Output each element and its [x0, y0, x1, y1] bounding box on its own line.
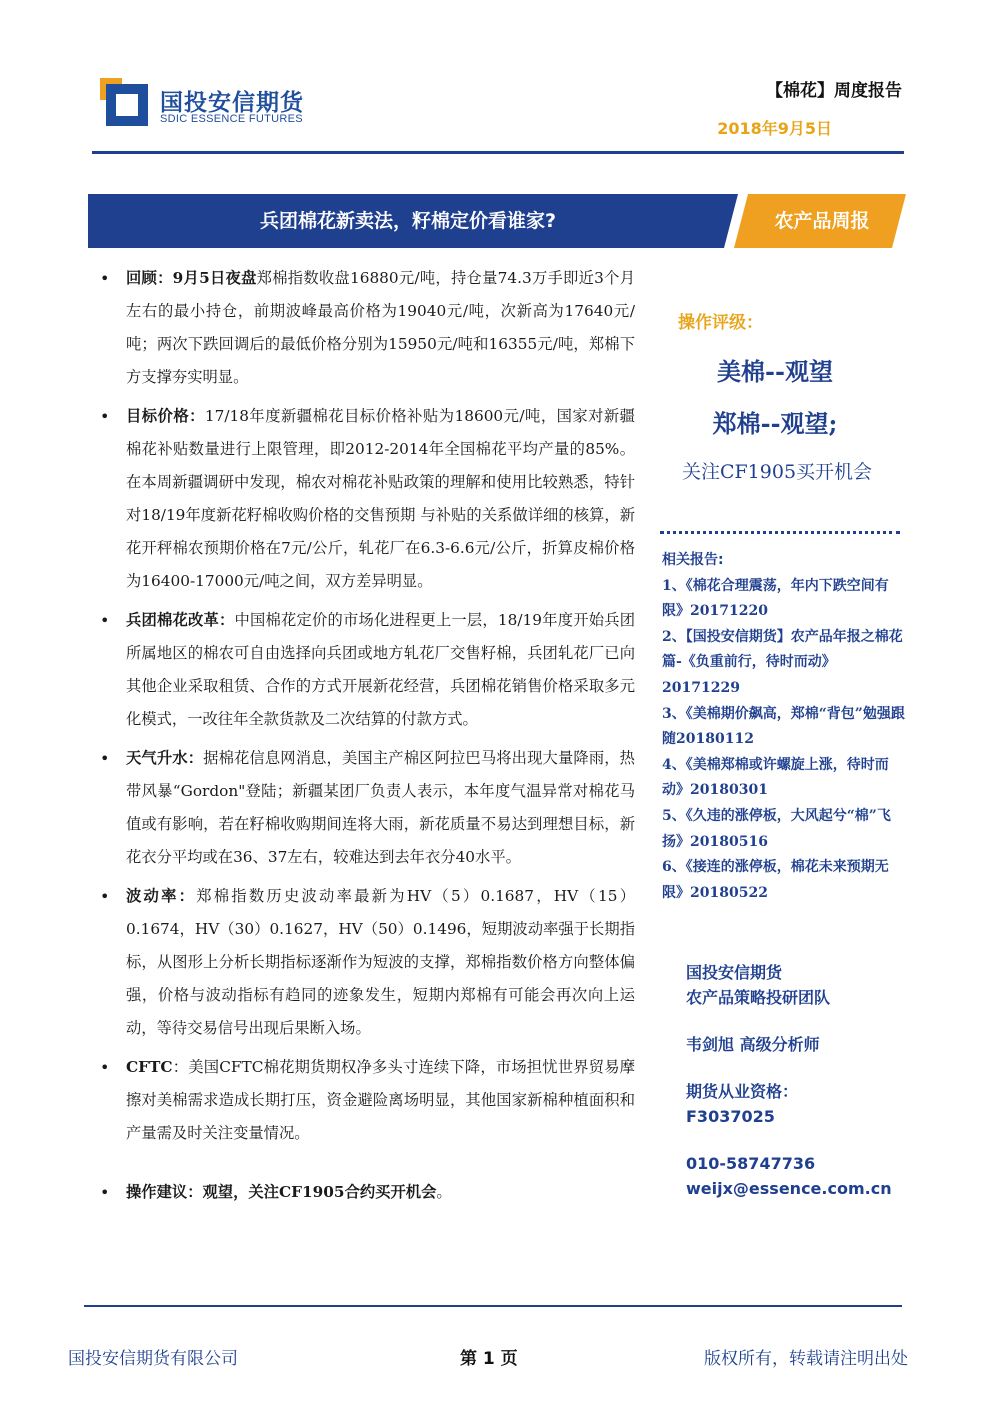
company-name-cn: 国投安信期货 [160, 90, 304, 116]
bullet-dot-icon: • [100, 407, 110, 426]
header-divider [92, 151, 904, 154]
company-logo-icon [100, 78, 148, 126]
license-number: F3037025 [686, 1107, 775, 1126]
bullet-dot-icon: • [100, 887, 110, 906]
analyst-contact [686, 960, 916, 1201]
rating-note: 关注CF1905买开机会 [681, 461, 873, 483]
page-number: 第 1 页 [460, 1349, 518, 1369]
rating-zz-cotton: 郑棉--观望; [712, 409, 838, 438]
bullet-dot-icon: • [100, 1058, 110, 1077]
analyst-name: 韦剑旭 高级分析师 [686, 1035, 820, 1054]
bullet-weather: • 天气升水：据棉花信息网消息，美国主产棉区阿拉巴马将出现大量降雨，热带风暴“Gordon"登陆；新疆某团厂负责人表示，本年度气温异常对棉花马值或有影响，若在籽棉收购期间连将大雨，新花质量不易达到理想目标，新花衣分平均或在36、37左右，较难达到去年衣分40水平。 [100, 742, 635, 874]
rating-us-cotton: 美棉--观望 [717, 357, 833, 386]
report-date: 2018年9月5日 [717, 119, 832, 138]
main-content [100, 262, 635, 1209]
bullet-dot-icon: • [100, 749, 110, 768]
footer-copyright: 版权所有，转载请注明出处 [704, 1349, 908, 1369]
bullet-dot-icon: • [100, 269, 110, 288]
bullet-suggestion: • 操作建议：观望，关注CF1905合约买开机会。 [100, 1176, 635, 1209]
related-report-item: 4、《美棉郑棉或许螺旋上涨，待时而动》20180301 [662, 756, 889, 799]
bullet-dot-icon: • [100, 1183, 110, 1202]
related-report-item: 3、《美棉期价飙高，郑棉“背包”勉强跟随20180112 [662, 705, 905, 748]
license-label: 期货从业资格： [686, 1082, 799, 1101]
company-name-en: SDIC ESSENCE FUTURES [160, 113, 303, 125]
related-reports-title: 相关报告: [662, 552, 724, 568]
team-company: 国投安信期货 [686, 963, 783, 982]
phone: 010-58747736 [686, 1154, 816, 1173]
sidebar-divider [660, 531, 900, 534]
bullet-volatility: • 波动率：郑棉指数历史波动率最新为HV（5）0.1687，HV（15）0.1674，HV（30）0.1627，HV（50）0.1496，短期波动率强于长期指标，从图形上分析长期指标逐渐作为短波的支撑，郑棉指数价格方向整体偏强，价格与波动指标有趋同的迹象发生，短期内郑棉有可能会再次向上运动，等待交易信号出现后果断入场。 [100, 880, 635, 1045]
report-type: 【棉花】周度报告 [766, 81, 902, 101]
team-name: 农产品策略投研团队 [686, 988, 831, 1007]
related-report-item: 5、《久违的涨停板，大风起兮“棉”飞扬》20180516 [662, 807, 891, 850]
related-report-item: 6、《接连的涨停板，棉花未来预期无限》20180522 [662, 859, 889, 901]
bullet-cftc: • CFTC：美国CFTC棉花期货期权净多头寸连续下降，市场担忧世界贸易摩擦对美棉需求造成长期打压，资金避险离场明显，其他国家新棉种植面积和产量需及时关注变量情况。 [100, 1051, 635, 1150]
footer-company: 国投安信期货有限公司 [68, 1349, 238, 1369]
report-title: 兵团棉花新卖法，籽棉定价看谁家? [259, 210, 557, 232]
bullet-reform: • 兵团棉花改革：中国棉花定价的市场化进程更上一层，18/19年度开始兵团所属地区的棉农可自由选择向兵团或地方轧花厂交售籽棉，兵团轧花厂已向其他企业采取租赁、合作的方式开展新花经营，兵团棉花销售价格采取多元化模式，一改往年全款货款及二次结算的付款方式。 [100, 604, 635, 736]
bullet-dot-icon: • [100, 611, 110, 630]
footer-divider [84, 1305, 902, 1307]
bullet-review: • 回顾：9月5日夜盘郑棉指数收盘16880元/吨，持仓量74.3万手即近3个月左右的最小持仓，前期波峰最高价格为19040元/吨，次新高为17640元/吨；两次下跌回调后的最低价格分别为15950元/吨和16355元/吨，郑棉下方支撑夯实明显。 [100, 262, 635, 394]
related-report-item: 1、《棉花合理震荡，年内下跌空间有限》20171220 [662, 577, 889, 620]
report-category: 农产品周报 [774, 210, 870, 232]
rating-label: 操作评级： [678, 313, 763, 333]
related-reports [662, 548, 907, 906]
related-report-item: 2、【国投安信期货】农产品年报之棉花篇-《负重前行，待时而动》20171229 [662, 628, 903, 696]
email: weijx@essence.com.cn [686, 1179, 892, 1198]
bullet-target-price: • 目标价格：17/18年度新疆棉花目标价格补贴为18600元/吨，国家对新疆棉花补贴数量进行上限管理，即2012-2014年全国棉花平均产量的85%。在本周新疆调研中发现，棉农对棉花补贴政策的理解和使用比较熟悉，特针对18/19年度新花籽棉收购价格的交售预期 与补贴的关系做详细的核算，新花开秤棉农预期价格在7元/公斤，轧花厂在6.3-6.6元/公斤，折算皮棉价格为16400-17000元/吨之间，双方差异明显。 [100, 400, 635, 598]
